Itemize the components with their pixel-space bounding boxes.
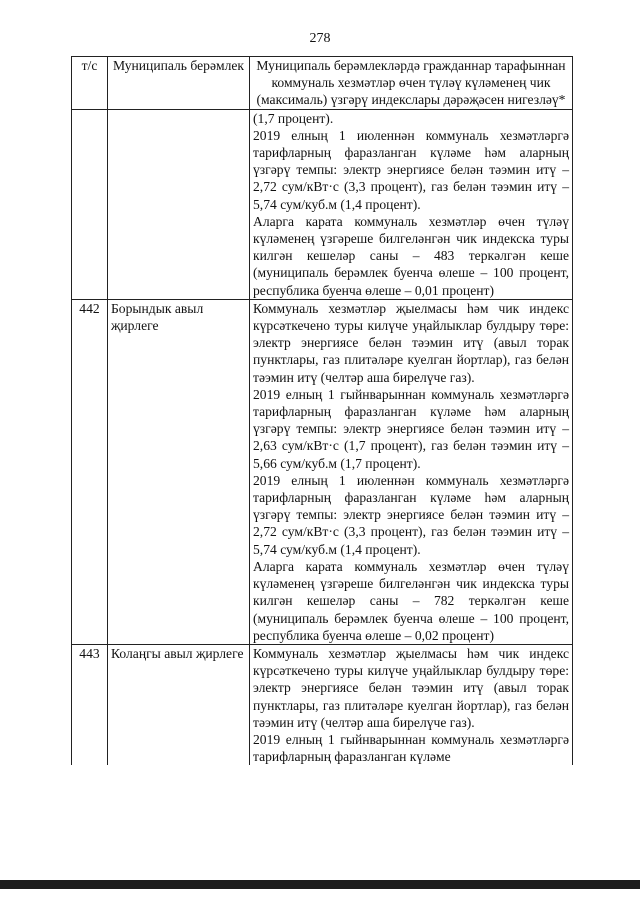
- paragraph: 2019 елның 1 гыйнварыннан коммуналь хезмәтләргә тарифларның фаразланган күләме: [253, 731, 569, 765]
- row-description: [250, 644, 573, 765]
- paragraph: Аларга карата коммуналь хезмәтләр өчен түләү күләменең үзгәреше билгеләнгән чик индекска туры килгән кешеләр саны – 782 теркәлгән кеше (муниципаль берәмлек буенча өлеше – 100 процент, республика буенча өлеше – 0,02 процент): [253, 558, 569, 643]
- paragraph: Коммуналь хезмәтләр җыелмасы һәм чик индекс күрсәткечено туры килүче уңайлыклар булдыру төре: электр энергиясе белән тәэмин итү (авыл торак пунктлары, газ плитәләре куелган йортлар), газ белән тәэмин итү (челтәр аша бирелүче газ).: [253, 300, 569, 385]
- row-description: [250, 109, 573, 299]
- header-municipality: Муниципаль берәмлек: [108, 57, 250, 110]
- paragraph: 2019 елның 1 июленнән коммуналь хезмәтләргә тарифларның фаразланган күләме һәм аларның үзгәрү темпы: электр энергиясе белән тәэмин итү – 2,72 сум/кВт·с (3,3 процент), газ белән тәэмин итү – 5,74 сум/куб.м (1,4 процент).: [253, 127, 569, 212]
- paragraph: 2019 елның 1 гыйнварыннан коммуналь хезмәтләргә тарифларның фаразланган күләме һәм аларның үзгәрү темпы: электр энергиясе белән тәэмин итү – 2,63 сум/кВт·с (1,7 процент), газ белән тәэмин итү – 5,66 сум/куб.м (1,7 процент).: [253, 386, 569, 471]
- header-num: т/с: [72, 57, 108, 110]
- paragraph: 2019 елның 1 июленнән коммуналь хезмәтләргә тарифларның фаразланган күләме һәм аларның үзгәрү темпы: электр энергиясе белән тәэмин итү – 2,72 сум/кВт·с (3,3 процент), газ белән тәэмин итү – 5,74 сум/куб.м (1,4 процент).: [253, 472, 569, 557]
- table-row: [72, 644, 573, 765]
- utility-index-table: [71, 56, 573, 765]
- row-description: [250, 299, 573, 644]
- row-num: 442: [72, 299, 108, 644]
- header-indexes: Муниципаль берәмлекләрдә гражданнар тарафыннан коммуналь хезмәтләр өчен түләү күләменең чик (максималь) үзгәрү индекслары дәрәҗәсен нигезләү*: [250, 57, 573, 110]
- row-num: [72, 109, 108, 299]
- row-municipality: Борындык авыл җирлеге: [108, 299, 250, 644]
- table-row: [72, 299, 573, 644]
- page-number: 278: [309, 31, 331, 46]
- scan-edge-bar: [0, 880, 640, 889]
- row-num: 443: [72, 644, 108, 765]
- row-municipality: [108, 109, 250, 299]
- row-municipality: Колаңгы авыл җирлеге: [108, 644, 250, 765]
- paragraph: Коммуналь хезмәтләр җыелмасы һәм чик индекс күрсәткечено туры килүче уңайлыклар булдыру төре: электр энергиясе белән тәэмин итү (авыл торак пунктлары, газ плитәләре куелган йортлар), газ белән тәэмин итү (челтәр аша бирелүче газ).: [253, 645, 569, 730]
- table-header-row: [72, 57, 573, 110]
- paragraph: (1,7 процент).: [253, 110, 334, 126]
- paragraph: Аларга карата коммуналь хезмәтләр өчен түләү күләменең үзгәреше билгеләнгән чик индекска туры килгән кешеләр саны – 483 теркәлгән кеше (муниципаль берәмлек буенча өлеше – 100 процент, республика буенча өлеше – 0,01 процент): [253, 213, 569, 298]
- table-row: [72, 109, 573, 299]
